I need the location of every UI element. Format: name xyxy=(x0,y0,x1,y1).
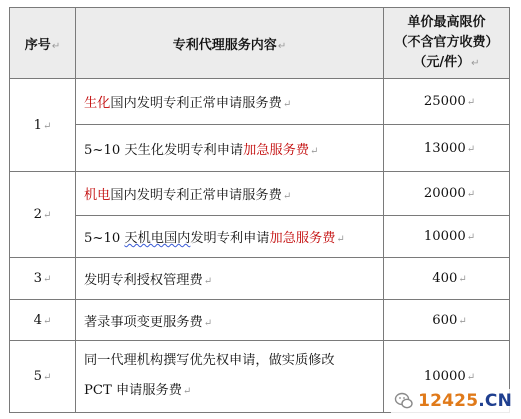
table-header-row xyxy=(10,8,510,79)
table-row xyxy=(10,172,510,216)
table-row xyxy=(10,258,510,300)
row-description: 生化国内发明专利正常申请服务费↵ xyxy=(76,79,384,125)
row-price: 25000↵ xyxy=(384,79,510,125)
table-row xyxy=(10,216,510,258)
header-col-desc: 专利代理服务内容↵ xyxy=(76,8,384,79)
row-number: 2↵ xyxy=(10,172,76,258)
row-description: 发明专利授权管理费↵ xyxy=(76,258,384,300)
table-row xyxy=(10,125,510,172)
row-number: 1↵ xyxy=(10,79,76,172)
row-price: 10000↵ xyxy=(384,216,510,258)
row-number: 4↵ xyxy=(10,300,76,341)
row-description: 著录事项变更服务费↵ xyxy=(76,300,384,341)
table-row xyxy=(10,300,510,341)
row-price: 600↵ xyxy=(384,300,510,341)
spellcheck-underline: 天机电国内 xyxy=(124,231,191,246)
row-description: 机电国内发明专利正常申请服务费↵ xyxy=(76,172,384,216)
row-price: 13000↵ xyxy=(384,125,510,172)
header-col-num: 序号↵ xyxy=(10,8,76,79)
row-description: 5~10 天生化发明专利申请加急服务费↵ xyxy=(76,125,384,172)
table-row xyxy=(10,79,510,125)
row-price: 10000↵ xyxy=(384,341,510,413)
site-watermark xyxy=(391,389,515,413)
row-price: 400↵ xyxy=(384,258,510,300)
watermark-text: 12425.CN xyxy=(418,391,512,411)
row-number: 5↵ xyxy=(10,341,76,413)
fee-table xyxy=(9,7,510,413)
row-price: 20000↵ xyxy=(384,172,510,216)
row-description: 同一代理机构撰写优先权申请，做实质修改 PCT 申请服务费↵ xyxy=(76,341,384,413)
wechat-logo-icon xyxy=(394,391,414,411)
row-description: 5~10 天机电国内发明专利申请加急服务费↵ xyxy=(76,216,384,258)
row-number: 3↵ xyxy=(10,258,76,300)
header-col-price: 单价最高限价 （不含官方收费） （元/件）↵ xyxy=(384,8,510,79)
document-body xyxy=(9,7,509,413)
